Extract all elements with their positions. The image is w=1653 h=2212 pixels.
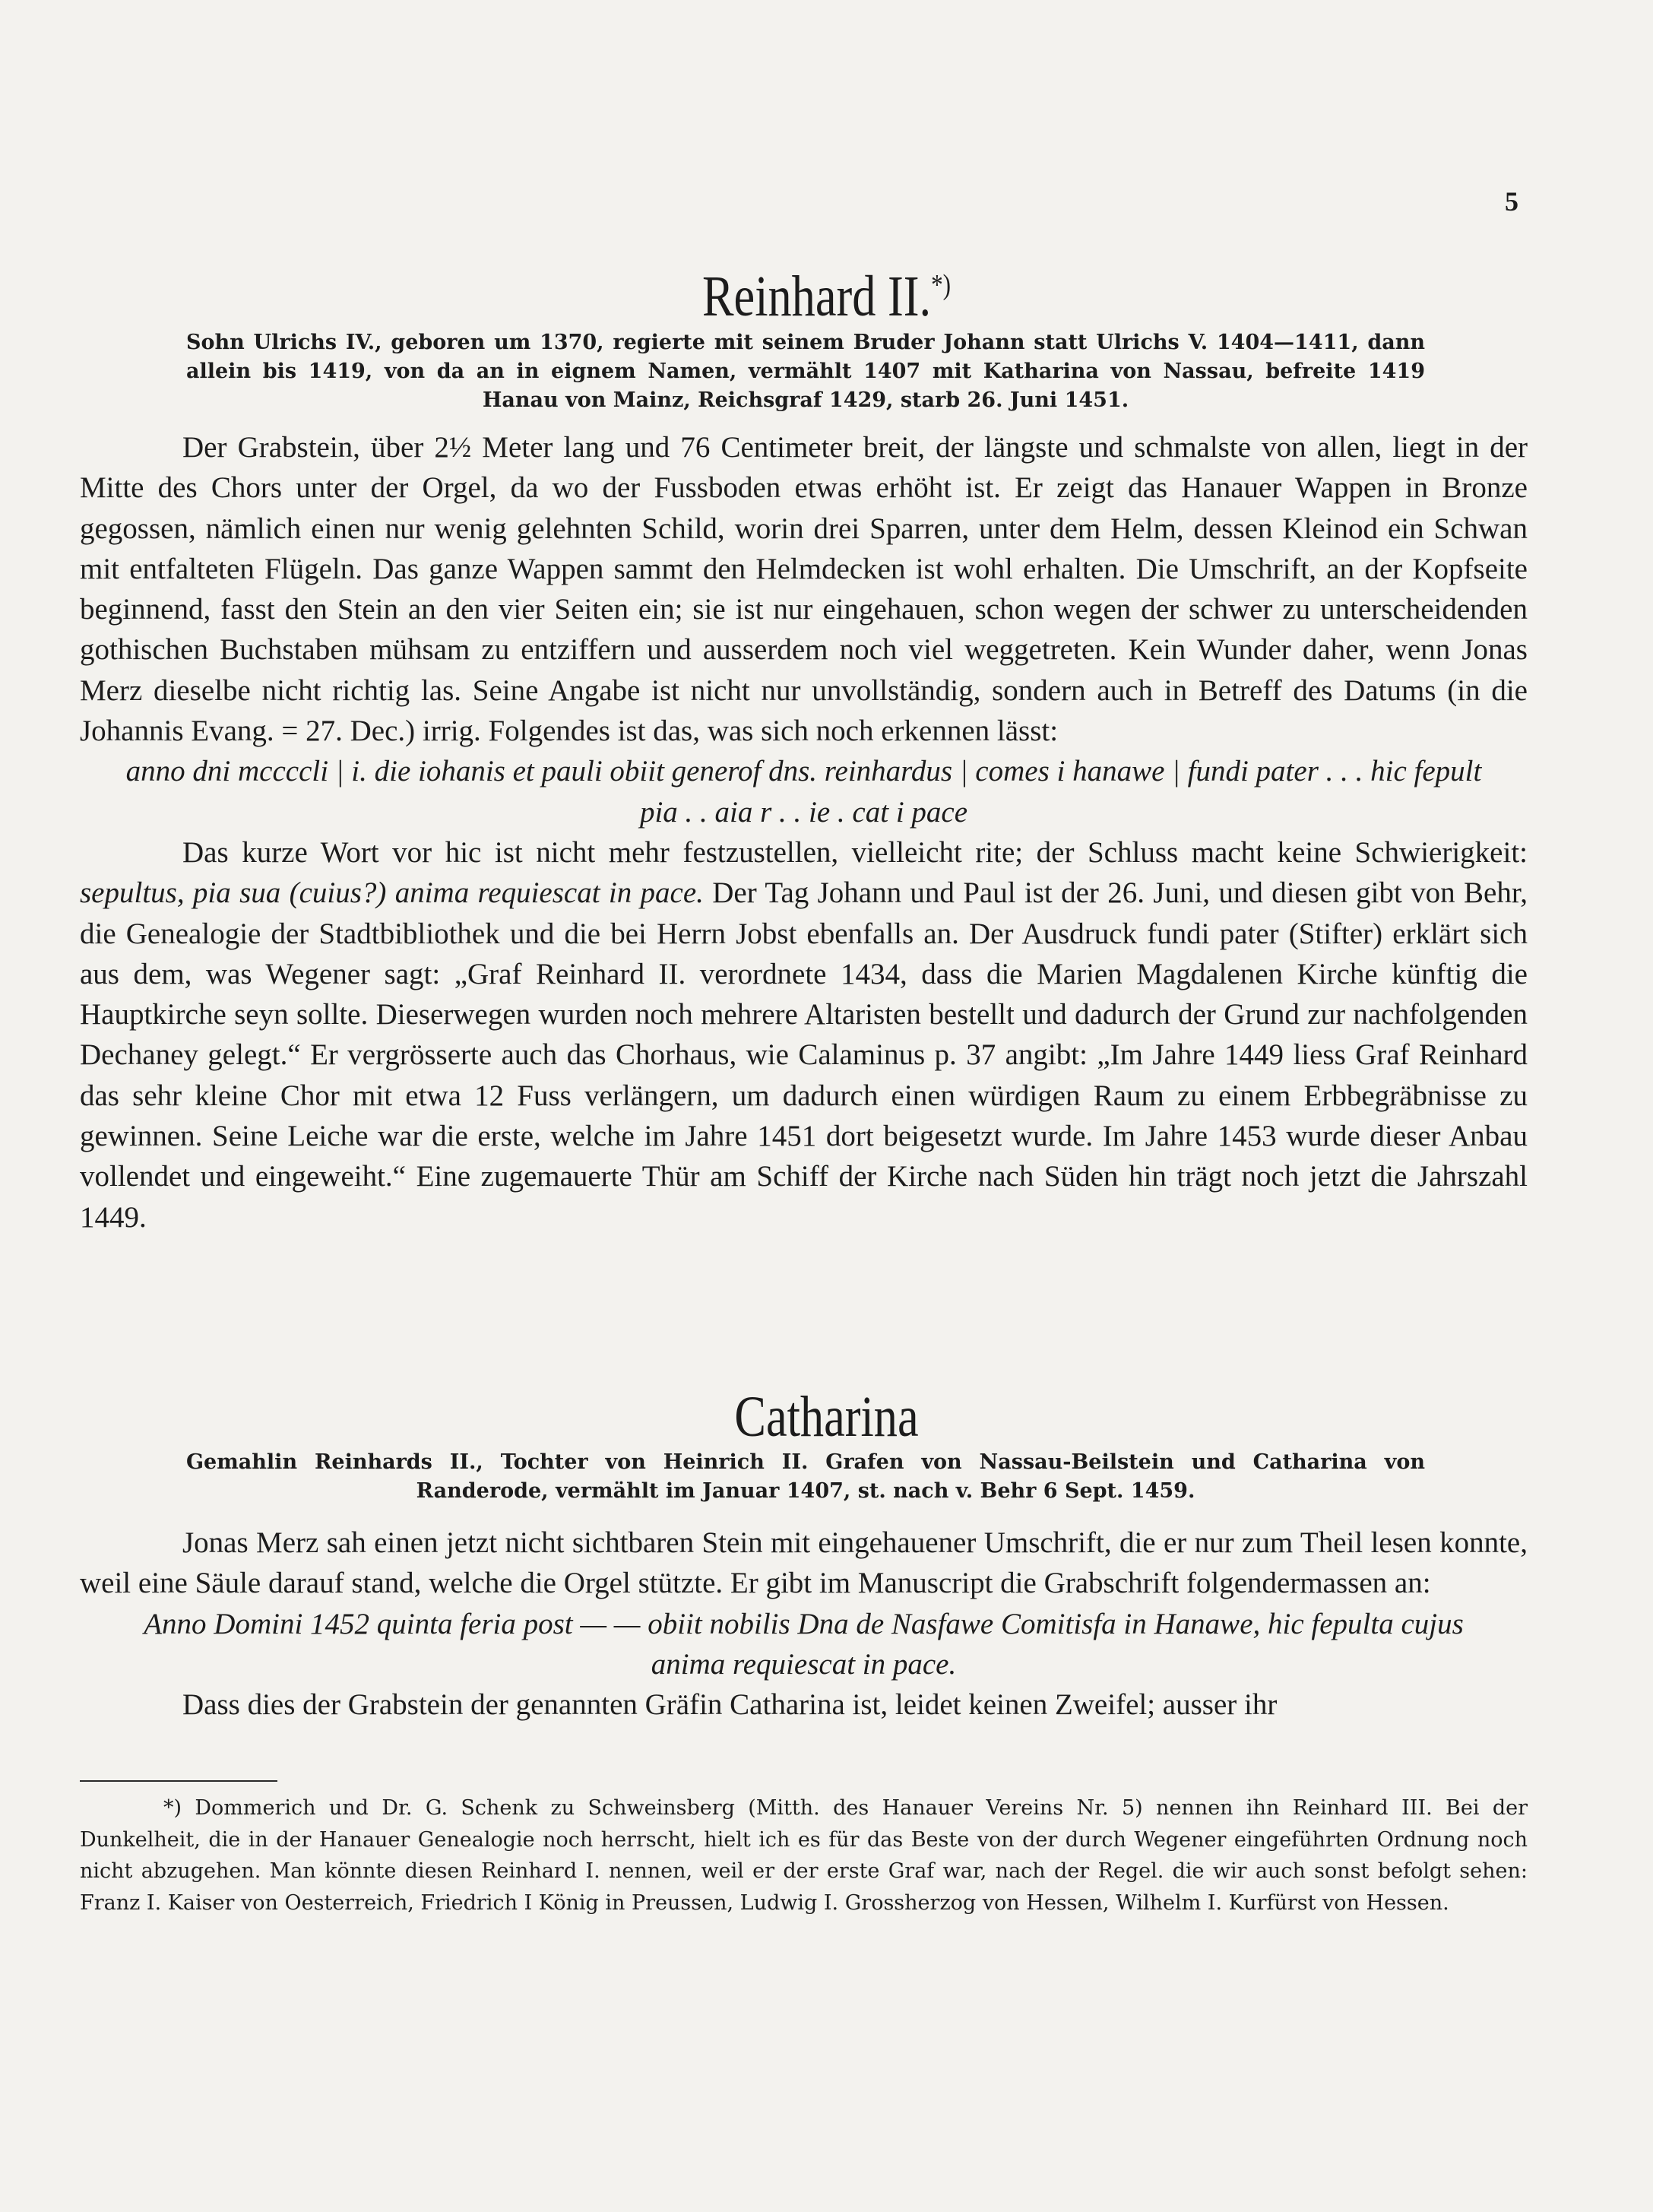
section-title-catharina: Catharina xyxy=(734,1385,919,1449)
catharina-paragraph-1: Jonas Merz sah einen jetzt nicht sichtbaren Stein mit eingehauener Umschrift, die er nur zum Theil lesen konnte, weil eine Säule darauf stand, welche die Orgel stützte. Er gibt im Manuscript die Grabschrift folgendermassen an: xyxy=(80,1526,1528,1600)
page-number: 5 xyxy=(1505,186,1518,217)
reinhard-body xyxy=(80,427,1528,1238)
footnote-divider xyxy=(80,1780,277,1782)
footnote xyxy=(80,1792,1528,1919)
reinhard-summary: Sohn Ulrichs IV., geboren um 1370, regierte mit seinem Bruder Johann statt Ulrichs V. 1404—1411, dann allein bis 1419, von da an in eignem Namen, vermählt 1407 mit Katharina von Nassau, befreite 1419 Hanau von Mainz, Reichsgraf 1429, starb 26. Juni 1451. xyxy=(186,331,1425,412)
reinhard-paragraph-1: Der Grabstein, über 2½ Meter lang und 76 Centimeter breit, der längste und schmalste von allen, liegt in der Mitte des Chors unter der Orgel, da wo der Fussboden etwas erhöht ist. Er zeigt das Hanauer Wappen in Bronze gegossen, nämlich einen nur wenig gelehnten Schild, worin drei Sparren, unter dem Helm, dessen Kleinod ein Schwan mit entfalteten Flügeln. Das ganze Wappen sammt den Helmdecken ist wohl erhalten. Die Umschrift, an der Kopfseite beginnend, fasst den Stein an den vier Seiten ein; sie ist nur eingehauen, schon wegen der schwer zu unterscheidenden gothischen Buchstaben mühsam zu entziffern und ausserdem noch viel weggetreten. Kein Wunder daher, wenn Jonas Merz dieselbe nicht richtig las. Seine Angabe ist nicht nur unvollständig, sondern auch in Betreff des Datums (in die Johannis Evang. = 27. Dec.) irrig. Folgendes ist das, was sich noch erkennen lässt: xyxy=(80,431,1528,748)
reinhard-paragraph-2 xyxy=(80,832,1528,1238)
section-title-reinhard xyxy=(149,265,1505,328)
catharina-summary: Gemahlin Reinhards II., Tochter von Heinrich II. Grafen von Nassau-Beilstein und Catharina von Randerode, vermählt im Januar 1407, st. nach v. Behr 6 Sept. 1459. xyxy=(186,1450,1425,1503)
paragraph-2-latin: sepultus, pia sua (cuius?) anima requiescat in pace. xyxy=(80,876,704,910)
paragraph-2-rest: Der Tag Johann und Paul ist der 26. Juni, und diesen gibt von Behr, die Genealogie der Stadtbibliothek und die bei Herrn Jobst ebenfalls an. Der Ausdruck fundi pater (Stifter) erklärt sich aus dem, was Wegener sagt: „Graf Reinhard II. verordnete 1434, dass die Marien Magdalenen Kirche künftig die Hauptkirche seyn sollte. Dieserwegen wurden noch mehrere Altaristen bestellt und dadurch der Grund zur nachfolgenden Dechaney gelegt.“ Er vergrösserte auch das Chorhaus, wie Calaminus p. 37 angibt: „Im Jahre 1449 liess Graf Reinhard das sehr kleine Chor mit etwa 12 Fuss verlängern, um dadurch einen würdigen Raum zu einem Erbbegräbnisse zu gewinnen. Seine Leiche war die erste, welche im Jahre 1451 dort beigesetzt wurde. Im Jahre 1453 wurde dieser Anbau vollendet und eingeweiht.“ Eine zugemauerte Thür am Schiff der Kirche nach Süden hin trägt noch jetzt die Jahrszahl 1449. xyxy=(80,876,1528,1234)
reinhard-inscription: anno dni mccccli | i. die iohanis et pauli obiit generof dns. reinhardus | comes i hanawe | fundi pater . . . hic fepult pia . . aia r . . ie . cat i pace xyxy=(125,755,1482,829)
catharina-paragraph-2: Dass dies der Grabstein der genannten Gräfin Catharina ist, leidet keinen Zweifel; ausser ihr xyxy=(182,1688,1278,1722)
footnote-marker: *) xyxy=(931,269,952,301)
catharina-inscription: Anno Domini 1452 quinta feria post — — obiit nobilis Dna de Nasfawe Comitisfa in Hanawe, hic fepulta cujus anima requiescat in pace. xyxy=(144,1607,1464,1681)
catharina-body xyxy=(80,1523,1528,1725)
section-title-text: Reinhard II. xyxy=(701,265,932,328)
footnote-text: *) Dommerich und Dr. G. Schenk zu Schweinsberg (Mitth. des Hanauer Vereins Nr. 5) nennen ihn Reinhard III. Bei der Dunkelheit, die in der Hanauer Genealogie noch herrscht, hielt ich es für das Beste von der durch Wegener eingeführten Ordnung noch nicht abzugehen. Man könnte diesen Reinhard I. nennen, weil er der erste Graf war, nach der Regel. die wir auch sonst befolgt sehen: Franz I. Kaiser von Oesterreich, Friedrich I König in Preussen, Ludwig I. Grossherzog von Hessen, Wilhelm I. Kurfürst von Hessen. xyxy=(80,1796,1528,1915)
paragraph-2-lead: Das kurze Wort vor hic ist nicht mehr festzustellen, vielleicht rite; der Schluss macht keine Schwierigkeit: xyxy=(182,835,1528,869)
